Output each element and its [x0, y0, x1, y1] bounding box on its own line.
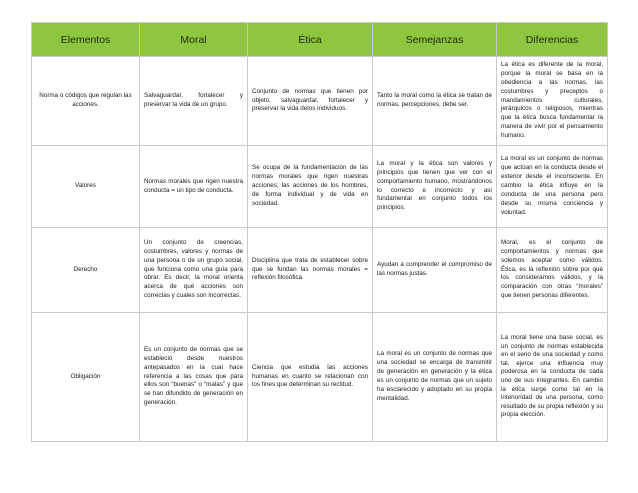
- cell-elemento: Obligación: [32, 313, 140, 442]
- cell-diferencias: La moral tiene una base social, es un conjunto de normas establecida en el seno de una sociedad y como tal, ejerce una influencia muy poderosa en la conducta de cada uno de sus integrantes. En cambio la ética surge como tal en la interioridad de una persona, como resultado de su propia reflexión y su propia elección.: [497, 313, 608, 442]
- comparison-table: [31, 22, 608, 442]
- cell-diferencias: Moral, es el conjunto de comportamientos y normas que solemos aceptar como válidos. Ética, es la reflexión sobre por qué los consideramos válidos, y la comparación con otras “morales” que tienen personas diferentes.: [497, 228, 608, 313]
- header-diferencias: Diferencias: [497, 23, 608, 57]
- cell-etica: Disciplina que trata de establecer sobre que se fundan las normas morales = reflexión filosófica.: [248, 228, 373, 313]
- cell-diferencias: La moral es un conjunto de normas que actúan en la conducta desde el exterior desde el inconsciente. En cambio la ética influye en la conducta de una persona pero desde su misma conciencia y voluntad.: [497, 146, 608, 228]
- cell-etica: Ciencia que estudia las acciones humanas en cuanto se relacionan con los fines que determinan su rectitud.: [248, 313, 373, 442]
- table-row: [32, 57, 608, 146]
- cell-etica: Conjunto de normas que tienen por objeto, salvaguardar, fortalecer y preservar la vida delos individuos.: [248, 57, 373, 146]
- cell-elemento: Valores: [32, 146, 140, 228]
- cell-semejanzas: La moral es un conjunto de normas que una sociedad se encarga de transmitir de generación en generación y la ética es un conjunto de normas que un sujeto ha esclarecido y adoptado en su propia mentalidad.: [373, 313, 497, 442]
- cell-semejanzas: Ayudan a comprender el compromiso de las normas justas.: [373, 228, 497, 313]
- header-elementos: Elementos: [32, 23, 140, 57]
- cell-elemento: Derecho: [32, 228, 140, 313]
- comparison-table-container: [31, 22, 608, 442]
- cell-semejanzas: La moral y la ética son valores y principios que tienen que ver con el comportamiento humano, mostrándonos lo correcto e incorrecto y así fundamentar en conjunto todos los principios.: [373, 146, 497, 228]
- header-row: [32, 23, 608, 57]
- table-row: [32, 313, 608, 442]
- cell-diferencias: La ética es diferente de la moral, porque la moral se basa en la obediencia a las normas, las costumbres y preceptos o mandamientos culturales, jerárquicos o religiosos, mientras que la ética busca fundamentar la manera de vivir por el pensamiento humano.: [497, 57, 608, 146]
- table-row: [32, 228, 608, 313]
- cell-moral: Es un conjunto de normas que se estableció desde nuestros antepasados en la cual hace referencia a las cosas que para ellos son “buenas” o “malas” y que se han difundido de generación en generación.: [140, 313, 248, 442]
- cell-semejanzas: Tanto la moral como la ética se tratan de normas, percepciones, debe ser.: [373, 57, 497, 146]
- cell-moral: Un conjunto de creencias, costumbres, valores y normas de una persona o de un grupo social, que funciona como una guía para obrar. Es decir, la moral orienta acerca de qué acciones son correctas y cuales son incorrectas.: [140, 228, 248, 313]
- header-semejanzas: Semejanzas: [373, 23, 497, 57]
- table-row: [32, 146, 608, 228]
- cell-elemento: Norma o códigos que regulan las acciones.: [32, 57, 140, 146]
- header-moral: Moral: [140, 23, 248, 57]
- cell-etica: Se ocupa de la fundamentación de las normas morales que rigen nuestras acciones, las acciones de los hombres, de forma individual y de vida en sociedad.: [248, 146, 373, 228]
- cell-moral: Salvaguardar, fortalecer y preservar la vida de un grupo.: [140, 57, 248, 146]
- header-etica: Ética: [248, 23, 373, 57]
- cell-moral: Normas morales que rigen nuestra conducta = un tipo de conducta.: [140, 146, 248, 228]
